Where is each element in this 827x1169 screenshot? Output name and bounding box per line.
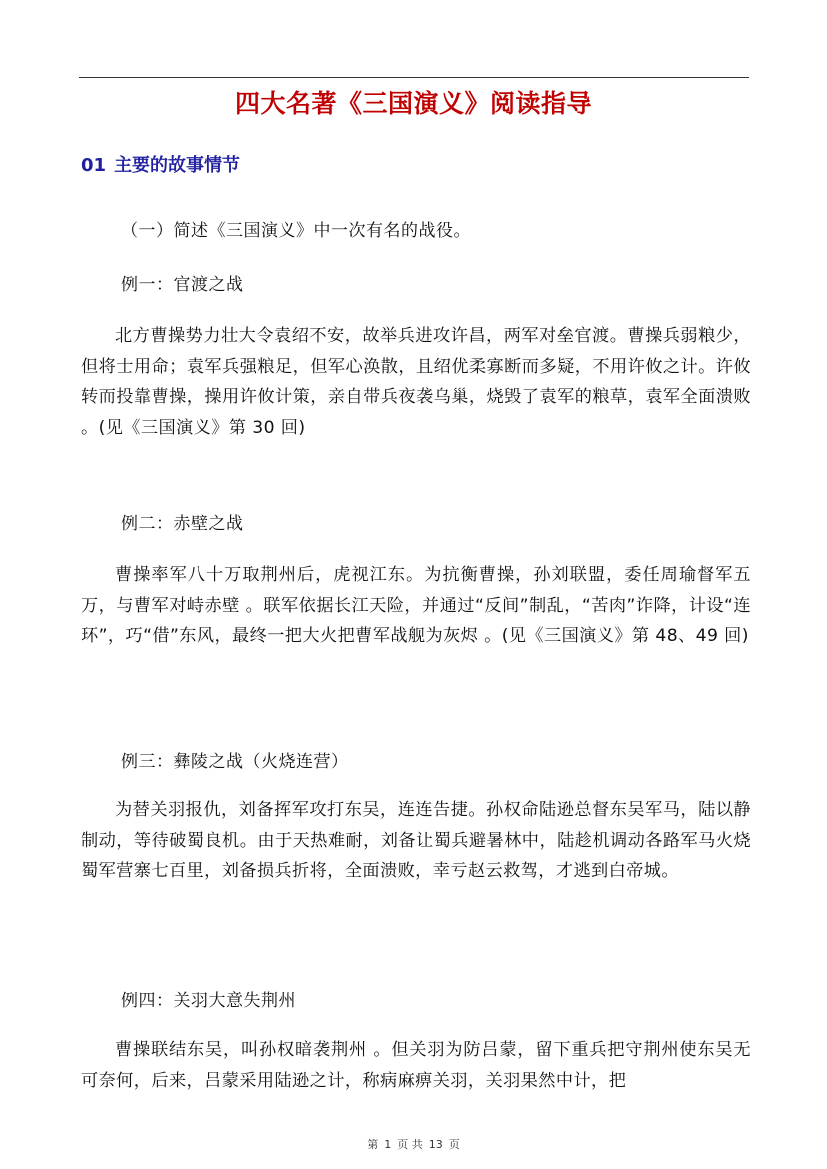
footer-page-number: 1 [384,1138,392,1151]
example-4-text: 曹操联结东吴，叫孙权暗袭荆州 。但关羽为防吕蒙，留下重兵把守荆州使东吴无可奈何，后来，吕蒙采用陆逊之计，称病麻痹关羽，关羽果然中计，把 [81,1040,751,1091]
example-3-text: 为替关羽报仇，刘备挥军攻打东吴，连连告捷。孙权命陆逊总督东吴军马，陆以静制动，等待破蜀良机。由于天热难耐，刘备让蜀兵避暑林中，陆趁机调动各路军马火烧蜀军营寨七百里，刘备损兵折将，全面溃败，幸亏赵云救驾，才逃到白帝城。 [81,800,751,881]
footer-total-pages: 13 [428,1138,443,1151]
section-heading [81,151,240,177]
example-1-text: 北方曹操势力壮大令袁绍不安，故举兵进攻许昌，两军对垒官渡。曹操兵弱粮少，但将士用命；袁军兵强粮足，但军心涣散，且绍优柔寡断而多疑，不用许攸之计。许攸转而投靠曹操，操用许攸计策，亲自带兵夜袭乌巢，烧毁了袁军的粮草，袁军全面溃败 。(见《三国演义》第 30 回) [81,326,751,438]
question-line: （一）简述《三国演义》中一次有名的战役。 [121,221,471,241]
section-number: 01 [81,155,107,176]
footer-mid: 页 共 [397,1138,423,1151]
header-rule [79,77,749,78]
example-2-label: 例二：赤壁之战 [121,514,244,534]
section-heading-text: 主要的故事情节 [114,155,241,176]
example-3-label: 例三：彝陵之战（火烧连营） [121,752,349,772]
example-1-label: 例一：官渡之战 [121,275,244,295]
footer-suffix: 页 [448,1138,460,1151]
page-footer [0,1136,827,1152]
document-title: 四大名著《三国演义》阅读指导 [234,89,592,118]
example-4-label: 例四：关羽大意失荆州 [121,991,296,1011]
example-2-text: 曹操率军八十万取荆州后，虎视江东。为抗衡曹操，孙刘联盟，委任周瑜督军五万，与曹军对峙赤壁 。联军依据长江天险，并通过“反间”制乱，“苦肉”诈降，计设“连环”，巧“借”东风，最终一把大火把曹军战舰为灰烬 。(见《三国演义》第 48、49 回) [81,565,751,646]
footer-prefix: 第 [367,1138,379,1151]
